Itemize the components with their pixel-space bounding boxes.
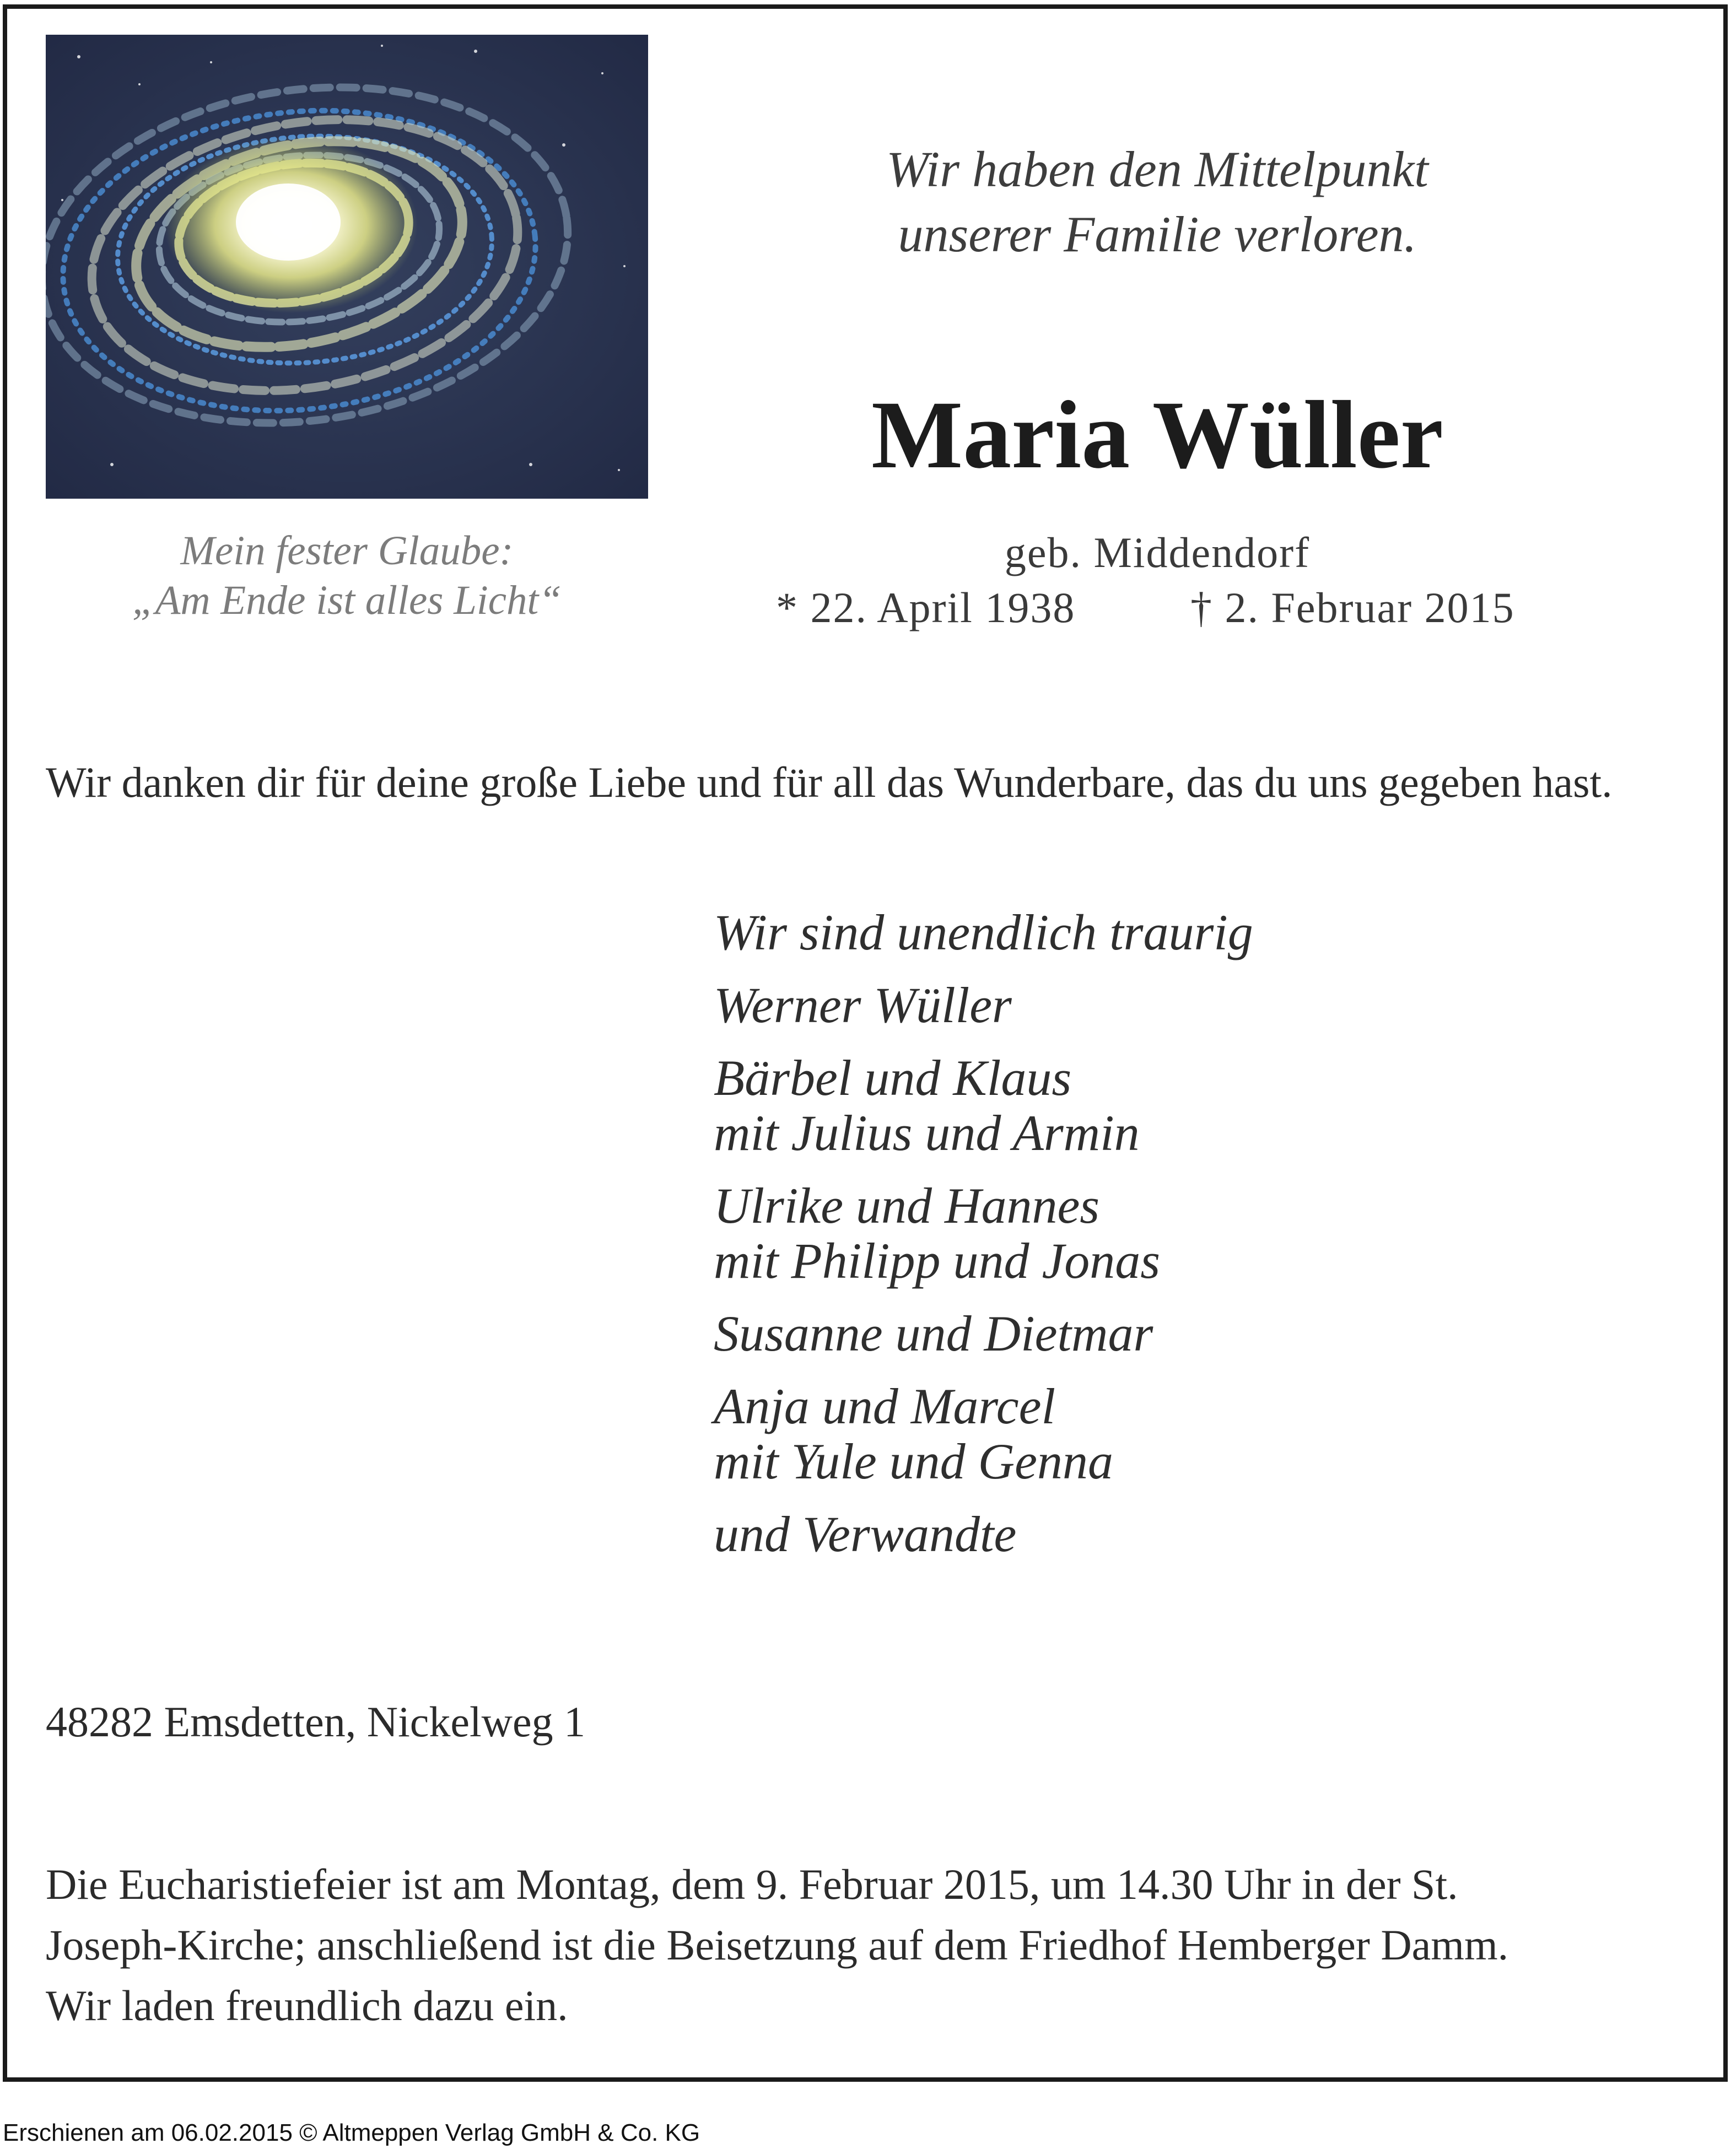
mourner-line: Bärbel und Klaus bbox=[714, 1050, 1072, 1106]
service-line: Wir laden freundlich dazu ein. bbox=[46, 1981, 568, 2029]
motto-line: „Am Ende ist alles Licht“ bbox=[132, 577, 562, 623]
motto-line: Mein fester Glaube: bbox=[180, 528, 514, 574]
mourner-line: Anja und Marcel bbox=[714, 1378, 1056, 1434]
mourner-line: Susanne und Dietmar bbox=[714, 1305, 1153, 1362]
headline-line: Wir haben den Mittelpunkt bbox=[886, 141, 1428, 197]
maiden-name: geb. Middendorf bbox=[1004, 528, 1311, 576]
mourner-line: Ulrike und Hannes bbox=[714, 1178, 1100, 1234]
mourner-line: Wir sind unendlich traurig bbox=[714, 904, 1253, 960]
mourner-line: mit Julius und Armin bbox=[714, 1105, 1140, 1161]
galaxy-painting-image bbox=[46, 35, 648, 499]
deceased-name: Maria Wüller bbox=[871, 381, 1443, 489]
service-line: Die Eucharistiefeier ist am Montag, dem 9. Februar 2015, um 14.30 Uhr in der St. bbox=[46, 1860, 1458, 1908]
service-text bbox=[46, 1854, 1694, 2036]
mourner-line: mit Yule und Genna bbox=[714, 1433, 1113, 1489]
death-date: † 2. Februar 2015 bbox=[1190, 584, 1515, 631]
mourner-group bbox=[714, 1507, 1651, 1562]
publication-footer: Erschienen am 06.02.2015 © Altmeppen Verlag GmbH & Co. KG bbox=[3, 2119, 700, 2146]
mourner-line: Werner Wüller bbox=[714, 977, 1012, 1033]
mourner-line: und Verwandte bbox=[714, 1506, 1017, 1562]
mourners-list bbox=[714, 905, 1651, 1579]
mourner-group bbox=[714, 1178, 1651, 1288]
mourner-line: mit Philipp und Jonas bbox=[714, 1233, 1161, 1289]
mourner-group bbox=[714, 905, 1651, 960]
thanks-text: Wir danken dir für deine große Liebe und für all das Wunderbare, das du uns gegeben hast. bbox=[46, 758, 1613, 806]
mourner-group bbox=[714, 1306, 1651, 1361]
birth-date: * 22. April 1938 bbox=[776, 584, 1076, 631]
address: 48282 Emsdetten, Nickelweg 1 bbox=[46, 1698, 586, 1746]
service-line: Joseph-Kirche; anschließend ist die Beisetzung auf dem Friedhof Hemberger Damm. bbox=[46, 1921, 1509, 1969]
mourner-group bbox=[714, 978, 1651, 1033]
mourner-group bbox=[714, 1050, 1651, 1160]
mourner-group bbox=[714, 1379, 1651, 1489]
headline-line: unserer Familie verloren. bbox=[898, 206, 1417, 262]
